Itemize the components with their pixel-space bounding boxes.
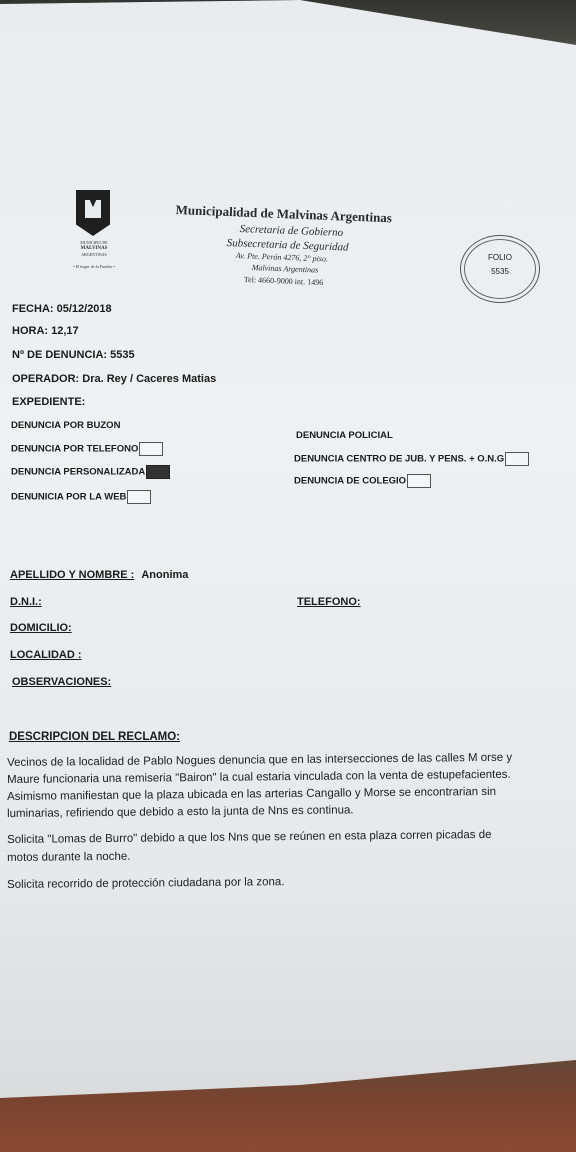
- telefono-label: TELEFONO:: [297, 596, 361, 608]
- subsecretaria: Subsecretaria de Seguridad: [226, 237, 349, 254]
- channel-policial: DENUNCIA POLICIAL: [296, 430, 393, 441]
- logo-motto: • El hogar de la Familia •: [73, 264, 115, 269]
- folio-label: FOLIO: [487, 253, 512, 262]
- channel-jubilados: DENUNCIA CENTRO DE JUB. Y PENS. + O.N.G: [294, 453, 505, 465]
- reclamo-line5: Solicita "Lomas de Burro" debido a que los Nns que se reúnen en esta plaza corren picadas de: [7, 828, 492, 846]
- city: Malvinas Argentinas: [251, 263, 319, 275]
- folio-number: 5535: [491, 267, 509, 276]
- municipality-logo: [64, 190, 124, 275]
- channel-telefono: DENUNCIA POR TELEFONO: [11, 443, 139, 455]
- folio-stamp: [460, 235, 540, 303]
- domicilio-label: DOMICILIO:: [10, 622, 72, 634]
- telephone: Tel: 4660-9000 int. 1496: [243, 275, 324, 288]
- channel-web-row: [11, 490, 151, 504]
- logo-line1: MUNICIPIO DE: [80, 240, 108, 245]
- observaciones-label: OBSERVACIONES:: [12, 676, 112, 688]
- logo-line2: MALVINAS: [80, 246, 108, 251]
- apellido-label: APELLIDO Y NOMBRE :: [10, 569, 135, 581]
- operador: OPERADOR: Dra. Rey / Caceres Matias: [12, 373, 217, 385]
- channel-buzon: DENUNCIA POR BUZON: [11, 420, 121, 431]
- channel-web: DENUNICIA POR LA WEB: [11, 491, 127, 503]
- denuncia-number: Nº DE DENUNCIA: 5535: [12, 349, 135, 361]
- web-checkbox[interactable]: [127, 490, 151, 504]
- channel-jubilados-row: [294, 452, 529, 466]
- channel-personalizada-row: [11, 465, 170, 479]
- colegio-checkbox[interactable]: [407, 474, 431, 488]
- secretaria: Secretaria de Gobierno: [239, 223, 344, 239]
- reclamo-line6: motos durante la noche.: [7, 850, 131, 864]
- org-title: Municipalidad de Malvinas Argentinas: [175, 202, 393, 226]
- reclamo-title: DESCRIPCION DEL RECLAMO:: [9, 731, 181, 743]
- dni-label: D.N.I.:: [10, 596, 42, 608]
- channel-colegio-row: [294, 474, 431, 488]
- hora: HORA: 12,17: [12, 325, 79, 337]
- apellido-row: [10, 569, 188, 581]
- reclamo-line7: Solicita recorrido de protección ciudadana por la zona.: [7, 876, 285, 891]
- reclamo-line4: luminarias, refiriendo que debido a esto la junta de Nns es continua.: [7, 804, 354, 820]
- channel-colegio: DENUNCIA DE COLEGIO: [294, 475, 407, 487]
- fecha: FECHA: 05/12/2018: [12, 303, 112, 315]
- reclamo-line2: Maure funcionaria una remiseria "Bairon" la cual estaria vinculada con la venta de estupefacientes.: [7, 768, 511, 786]
- expediente: EXPEDIENTE:: [12, 396, 86, 408]
- reclamo-line3: Asimismo manifiestan que la plaza ubicada en las arterias Cangallo y Morse se encontrarian sin: [7, 785, 497, 803]
- personalizada-checkbox[interactable]: [146, 465, 170, 479]
- localidad-label: LOCALIDAD :: [10, 649, 82, 661]
- jubilados-checkbox[interactable]: [505, 452, 529, 466]
- reclamo-line1: Vecinos de la localidad de Pablo Nogues denuncia que en las intersecciones de las calles M orse y: [7, 751, 513, 769]
- channel-personalizada: DENUNCIA PERSONALIZADA: [11, 466, 146, 478]
- apellido-value: Anonima: [141, 569, 189, 581]
- channel-telefono-row: [11, 442, 163, 456]
- shield-icon: [76, 190, 110, 236]
- logo-line3: ARGENTINAS: [81, 252, 107, 257]
- telefono-checkbox[interactable]: [139, 442, 163, 456]
- address: Av. Pte. Perón 4276, 2° piso.: [235, 251, 329, 264]
